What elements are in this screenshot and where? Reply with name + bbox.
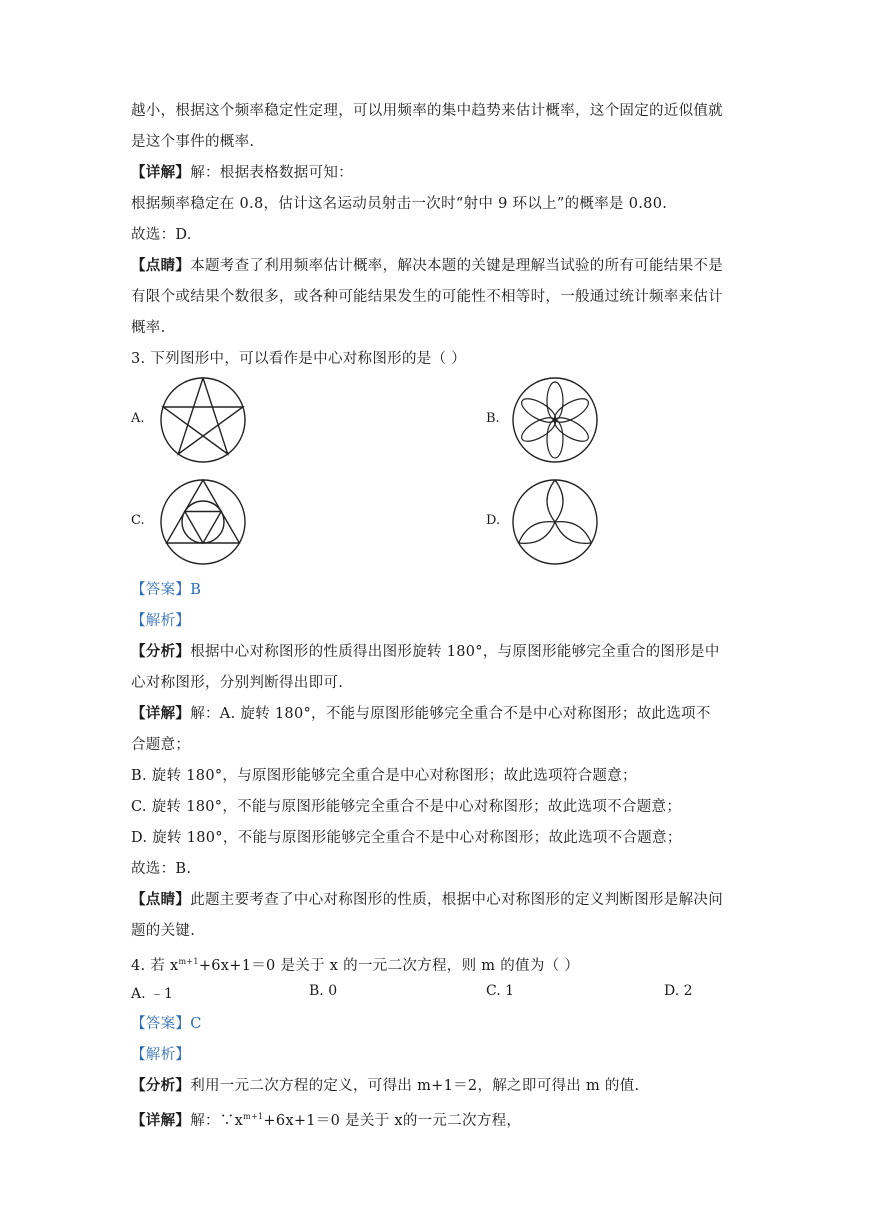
dianjing-text: 本题考查了利用频率估计概率，解决本题的关键是理解当试验的所有可能结果不是 bbox=[190, 258, 723, 274]
option-a-label: A. bbox=[131, 411, 145, 426]
choice-a: A. ﹣1 bbox=[131, 986, 173, 1002]
text-line: 越小，根据这个频率稳定性定理，可以用频率的集中趋势来估计概率，这个固定的近似值就 bbox=[131, 103, 723, 119]
dianjing-line bbox=[131, 890, 723, 910]
fenxi-tag: 【分析】 bbox=[131, 1077, 191, 1094]
question-4-stem bbox=[131, 952, 579, 976]
dianjing-line bbox=[131, 256, 723, 276]
dianjing-text: 此题主要考查了中心对称图形的性质，根据中心对称图形的定义判断图形是解决问 bbox=[190, 892, 723, 908]
dianjing-tag: 【点睛】 bbox=[131, 891, 191, 908]
fenxi-tag: 【分析】 bbox=[131, 643, 191, 660]
stem-suffix: +6x+1＝0 是关于 x 的一元二次方程，则 m 的值为（ ） bbox=[198, 957, 580, 974]
fenxi-line bbox=[131, 1076, 639, 1096]
text-line: 是这个事件的概率. bbox=[131, 134, 255, 150]
xiangjie-suffix: +6x+1＝0 是关于 x的一元二次方程， bbox=[263, 1112, 522, 1129]
text-line: 根据频率稳定在 0.8，估计这名运动员射击一次时“射中 9 环以上”的概率是 0.80. bbox=[131, 196, 668, 212]
xiangjie-tag: 【详解】 bbox=[131, 1111, 191, 1129]
question-3-stem: 3. 下列图形中，可以看作是中心对称图形的是（ ） bbox=[131, 351, 467, 367]
stem-prefix: 4. 若 x bbox=[131, 957, 179, 974]
stem-exponent: m+1 bbox=[178, 957, 199, 966]
analysis-4: 【解析】 bbox=[131, 1047, 191, 1063]
figure-a-pentagram bbox=[160, 377, 246, 463]
choice-b: B. 0 bbox=[309, 983, 338, 999]
choice-c: C. 1 bbox=[486, 983, 515, 999]
fenxi-text: 利用一元二次方程的定义，可得出 m+1＝2，解之即可得出 m 的值. bbox=[190, 1078, 640, 1094]
text-line: 概率. bbox=[131, 320, 166, 336]
text-line: 故选：D. bbox=[131, 227, 192, 243]
text-line: B. 旋转 180°，与原图形能够完全重合是中心对称图形；故此选项符合题意； bbox=[131, 768, 637, 784]
detail-tag: 【详解】 bbox=[131, 164, 191, 181]
figure-d-three-petals bbox=[512, 479, 598, 565]
xiangjie-tag: 【详解】 bbox=[131, 705, 191, 722]
text-line: 合题意； bbox=[131, 737, 191, 753]
text-line: C. 旋转 180°，不能与原图形能够完全重合不是中心对称图形；故此选项不合题意； bbox=[131, 799, 682, 815]
xiangjie-line bbox=[131, 704, 711, 724]
option-d-label: D. bbox=[486, 513, 501, 528]
dianjing-tag: 【点睛】 bbox=[131, 257, 191, 274]
text-line: 心对称图形，分别判断得出即可. bbox=[131, 675, 344, 691]
figure-b-flower bbox=[512, 377, 598, 463]
text-line: 题的关键. bbox=[131, 923, 196, 939]
answer-4: 【答案】C bbox=[131, 1016, 202, 1032]
text-line: D. 旋转 180°，不能与原图形能够完全重合不是中心对称图形；故此选项不合题意； bbox=[131, 830, 682, 846]
detail-text: 解：根据表格数据可知： bbox=[190, 165, 354, 181]
option-b-label: B. bbox=[486, 411, 500, 426]
xiangjie-line bbox=[131, 1107, 521, 1131]
answer-3: 【答案】B bbox=[131, 582, 202, 598]
figure-c-triangle-circles bbox=[160, 479, 246, 565]
fenxi-text: 根据中心对称图形的性质得出图形旋转 180°，与原图形能够完全重合的图形是中 bbox=[190, 644, 720, 660]
option-c-label: C. bbox=[131, 513, 145, 528]
text-line: 故选：B. bbox=[131, 861, 192, 877]
fenxi-line bbox=[131, 642, 720, 662]
xiangjie-exponent: m+1 bbox=[243, 1112, 264, 1121]
text-line: 有限个或结果个数很多，或各种可能结果发生的可能性不相等时，一般通过统计频率来估计 bbox=[131, 289, 723, 305]
choice-d: D. 2 bbox=[664, 983, 693, 999]
detail-line bbox=[131, 163, 353, 183]
analysis-3: 【解析】 bbox=[131, 613, 191, 629]
xiangjie-prefix: 解：∵x bbox=[190, 1112, 244, 1129]
xiangjie-text: 解：A. 旋转 180°，不能与原图形能够完全重合不是中心对称图形；故此选项不 bbox=[190, 706, 711, 722]
